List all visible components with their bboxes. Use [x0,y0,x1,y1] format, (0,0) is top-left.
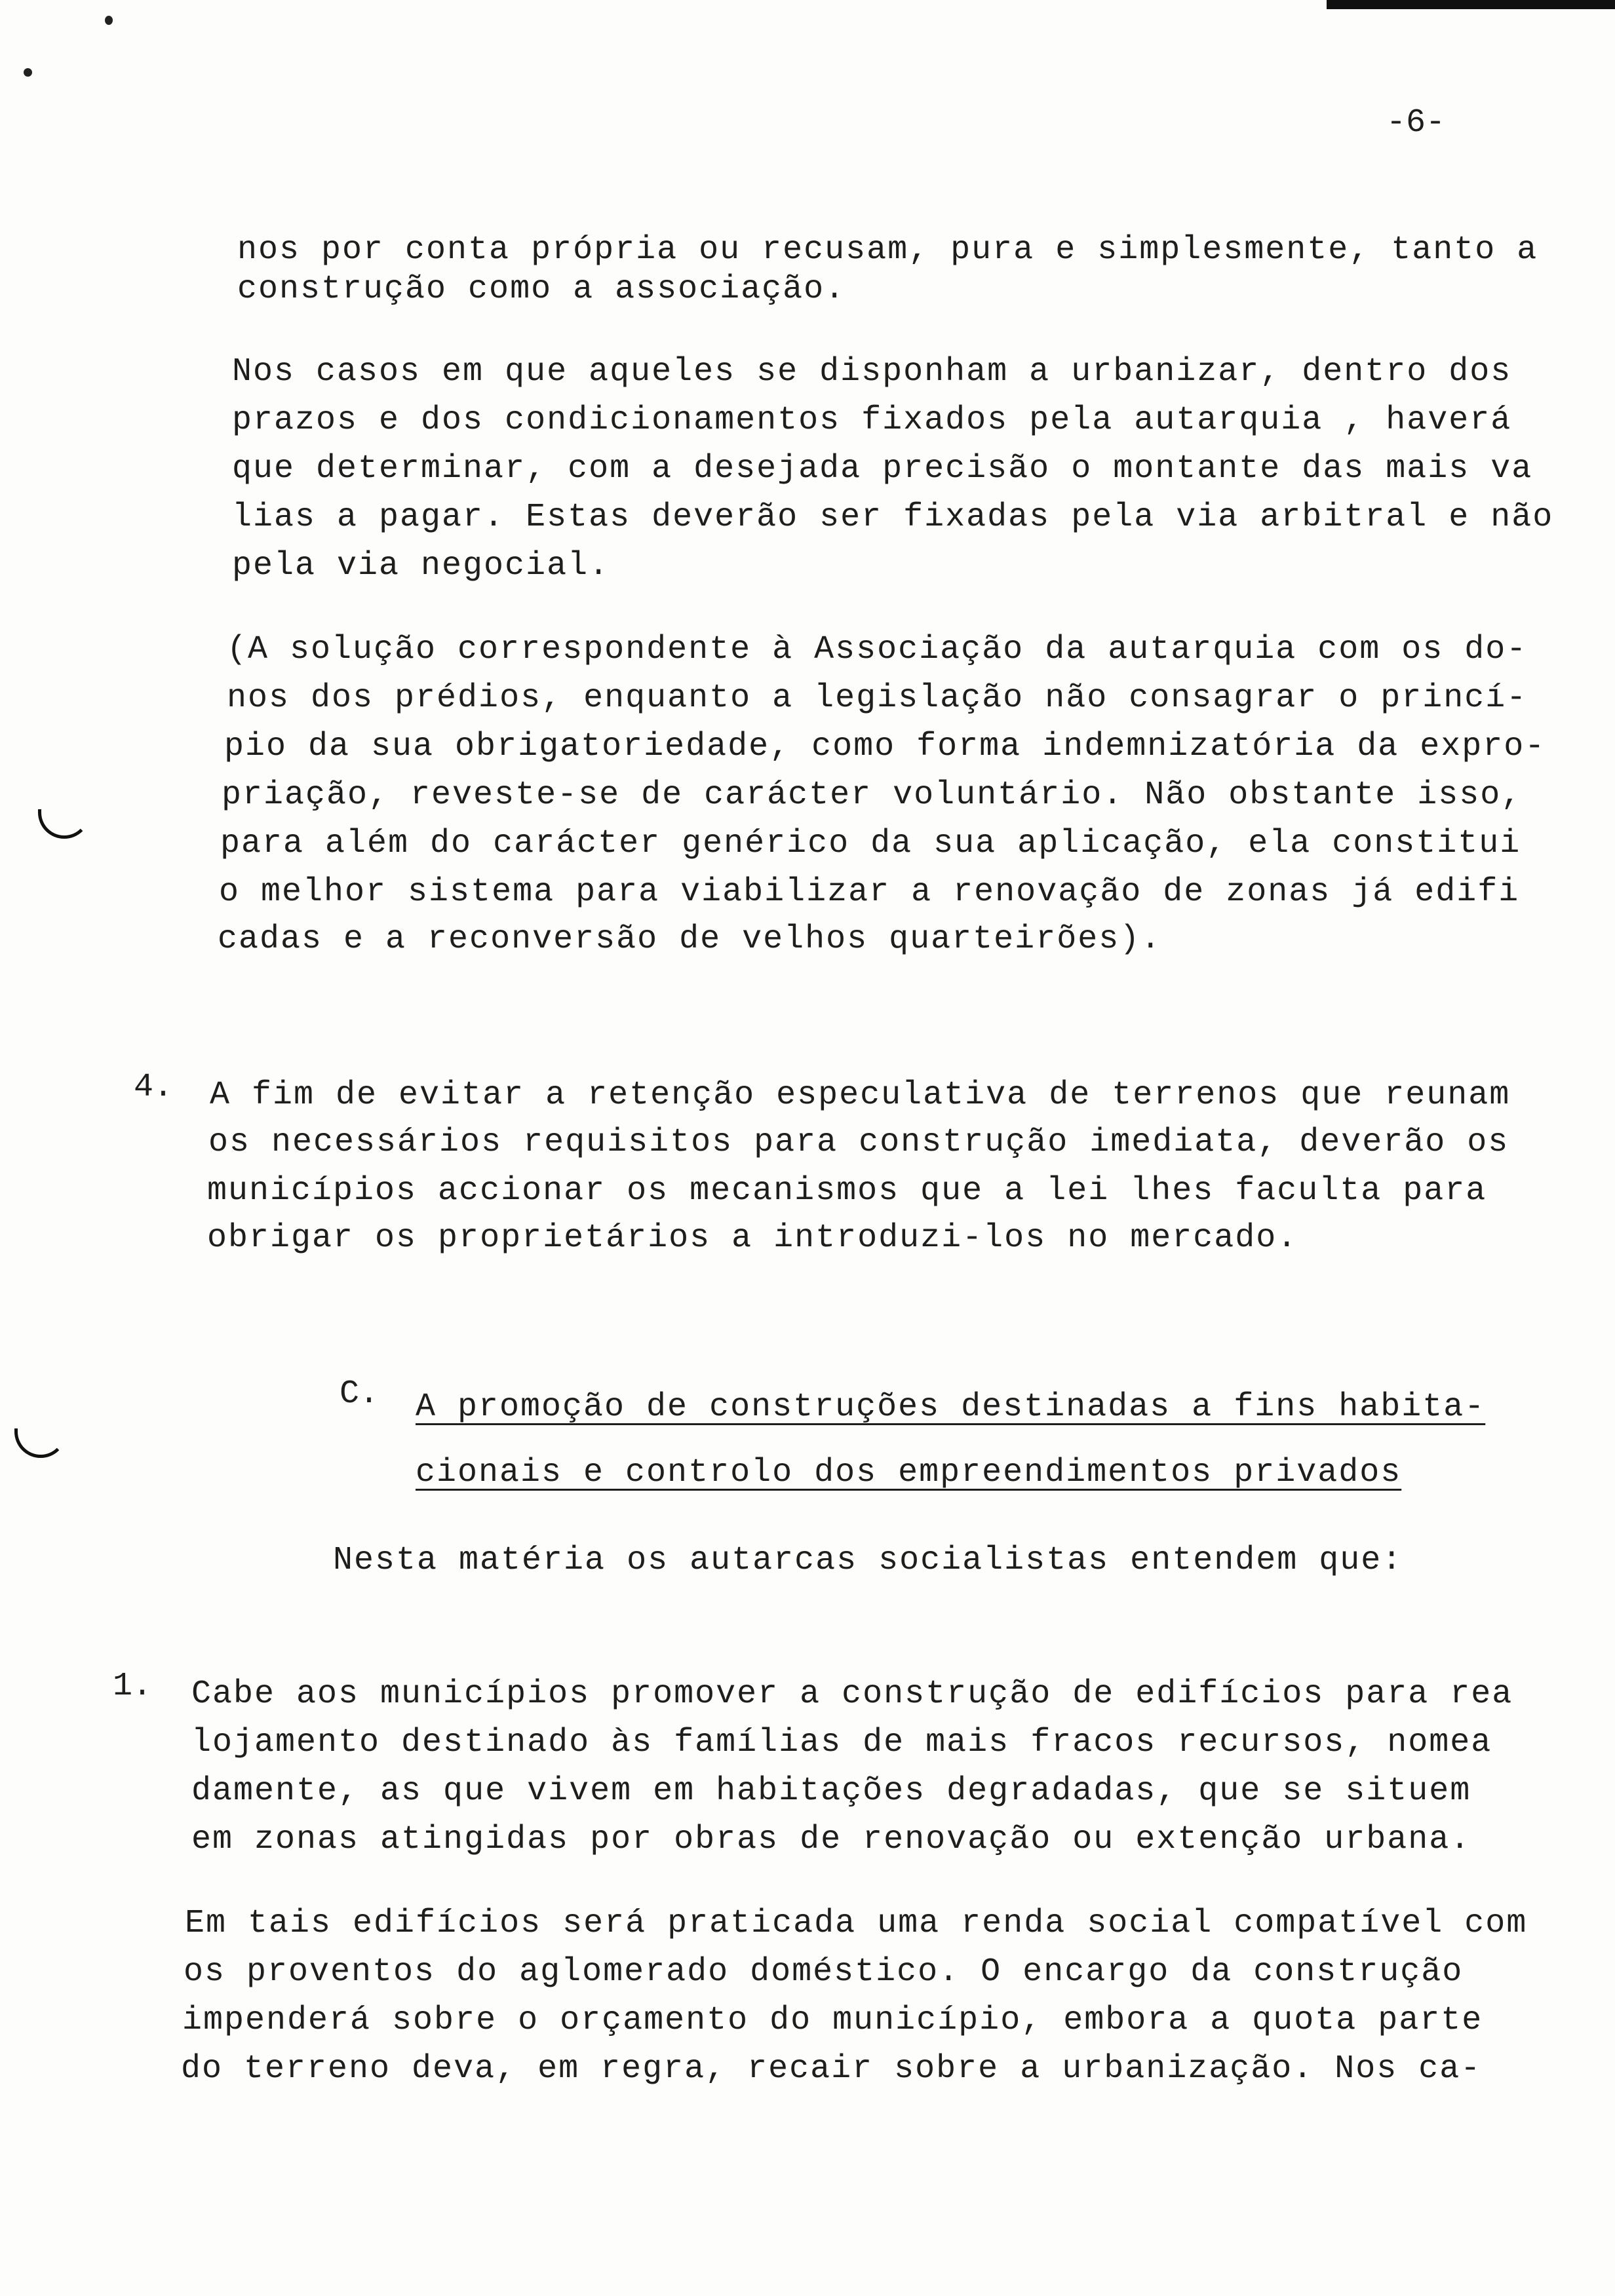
text-line: pela via negocial. [232,547,610,584]
text-line: prazos e dos condicionamentos fixados pela autarquia , haverá [232,402,1512,439]
text-line: Cabe aos municípios promover a construção de edifícios para rea [191,1675,1513,1713]
scan-dot-mark [24,68,32,77]
text-line: para além do carácter genérico da sua aplicação, ela constitui [220,825,1521,862]
punch-hole-mark [38,809,90,839]
text-line: o melhor sistema para viabilizar a renovação de zonas já edifi [219,873,1520,911]
text-line: nos dos prédios, enquanto a legislação não consagrar o princí- [227,679,1528,717]
page-number: -6- [1386,104,1446,142]
text-line: cadas e a reconversão de velhos quarteirões). [218,921,1162,958]
text-line: priação, reveste-se de carácter voluntário. Não obstante isso, [222,776,1523,814]
text-line: (A solução correspondente à Associação da autarquia com os do- [227,631,1528,668]
scan-edge-line [1327,0,1615,9]
scan-dot-mark [105,16,113,25]
text-line: damente, as que vivem em habitações degradadas, que se situem [191,1772,1471,1810]
text-line: pio da sua obrigatoriedade, como forma indemnizatória da expro- [224,728,1546,765]
text-line: A fim de evitar a retenção especulativa de terrenos que reunam [210,1077,1511,1114]
text-line: lojamento destinado às famílias de mais fracos recursos, nomea [191,1724,1492,1761]
section-title-line: A promoção de construções destinadas a fins habita- [416,1388,1486,1426]
text-line: construção como a associação. [237,271,846,308]
text-line: em zonas atingidas por obras de renovação ou extenção urbana. [191,1821,1471,1858]
text-line: do terreno deva, em regra, recair sobre a urbanização. Nos ca- [181,2050,1482,2088]
text-line: que determinar, com a desejada precisão o montante das mais va [232,450,1533,488]
text-line: os necessários requisitos para construção imediata, deverão os [208,1124,1509,1161]
section-letter: C. [340,1375,379,1413]
item-number: 4. [134,1069,174,1106]
intro-text: Nesta matéria os autarcas socialistas entendem que: [333,1542,1403,1579]
text-line: impenderá sobre o orçamento do município, embora a quota parte [182,2002,1483,2039]
text-line: lias a pagar. Estas deverão ser fixadas pela via arbitral e não [232,499,1554,536]
section-title-line: cionais e controlo dos empreendimentos privados [416,1454,1402,1491]
punch-hole-mark [14,1428,67,1458]
text-line: Nos casos em que aqueles se disponham a urbanizar, dentro dos [232,353,1512,391]
text-line: Em tais edifícios será praticada uma renda social compatível com [185,1905,1528,1942]
text-line: nos por conta própria ou recusam, pura e simplesmente, tanto a [237,231,1538,269]
text-line: os proventos do aglomerado doméstico. O encargo da construção [184,1953,1464,1991]
item-number: 1. [113,1668,153,1705]
text-line: obrigar os proprietários a introduzi-los no mercado. [207,1219,1298,1257]
text-line: municípios accionar os mecanismos que a lei lhes faculta para [207,1172,1487,1210]
